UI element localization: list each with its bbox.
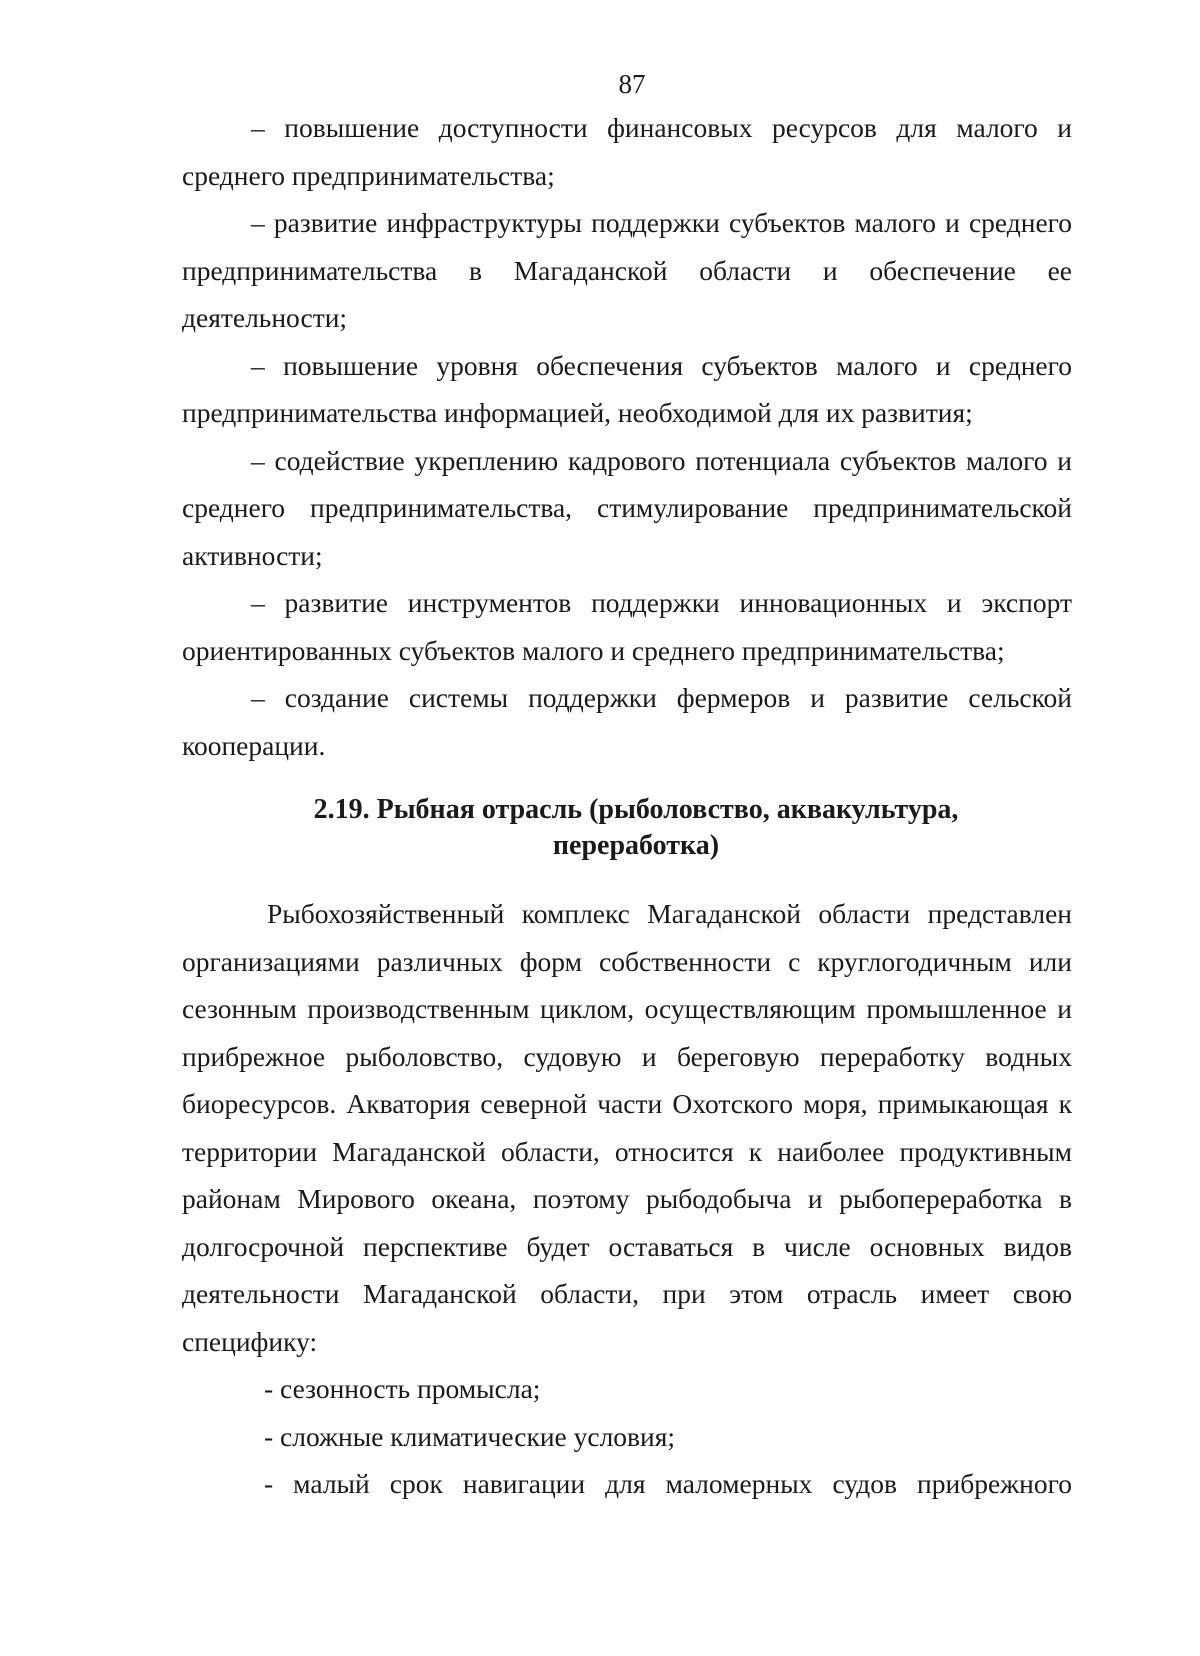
section-heading — [182, 792, 1090, 864]
section-body — [182, 890, 1072, 1508]
list-item: – повышение уровня обеспечения субъектов малого и среднего предпринимательства информацией, необходимой для их развития; — [182, 349, 1072, 428]
section-heading-line-2: переработка) — [552, 830, 720, 861]
feature-item: - сложные климатические условия; — [264, 1420, 676, 1452]
feature-item: - малый срок навигации для маломерных судов прибрежного — [264, 1468, 1072, 1499]
list-item: – развитие инструментов поддержки инновационных и экспорт ориентированных субъектов малого и среднего предпринимательства; — [182, 587, 1072, 666]
list-item: – развитие инфраструктуры поддержки субъектов малого и среднего предпринимательства в Магаданской области и обеспечение ее деятельности; — [182, 207, 1072, 333]
section-heading-line-1: 2.19. Рыбная отрасль (рыболовство, аквакультура, — [313, 794, 959, 825]
section-paragraph: Рыбохозяйственный комплекс Магаданской области представлен организациями различных форм собственности с круглогодичным или сезонным производственным циклом, осуществляющим промышленное и прибрежное рыболовство, судовую и береговую переработку водных биоресурсов. Акватория северной части Охотского моря, примыкающая к территории Магаданской области, относится к наиболее продуктивным районам Мирового океана, поэтому рыбодобыча и рыбопереработка в долгосрочной перспективе будет оставаться в числе основных видов деятельности Магаданской области, при этом отрасль имеет свою специфику: — [182, 898, 1072, 1357]
list-item: – содействие укреплению кадрового потенциала субъектов малого и среднего предпринимательства, стимулирование предпринимательской активности; — [182, 444, 1072, 571]
list-item: – создание системы поддержки фермеров и развитие сельской кооперации. — [182, 682, 1072, 761]
page-number: 87 — [618, 69, 646, 99]
list-item: – повышение доступности финансовых ресурсов для малого и среднего предпринимательства; — [182, 112, 1072, 191]
goals-list — [182, 104, 1072, 769]
feature-item: - сезонность промысла; — [264, 1373, 541, 1404]
